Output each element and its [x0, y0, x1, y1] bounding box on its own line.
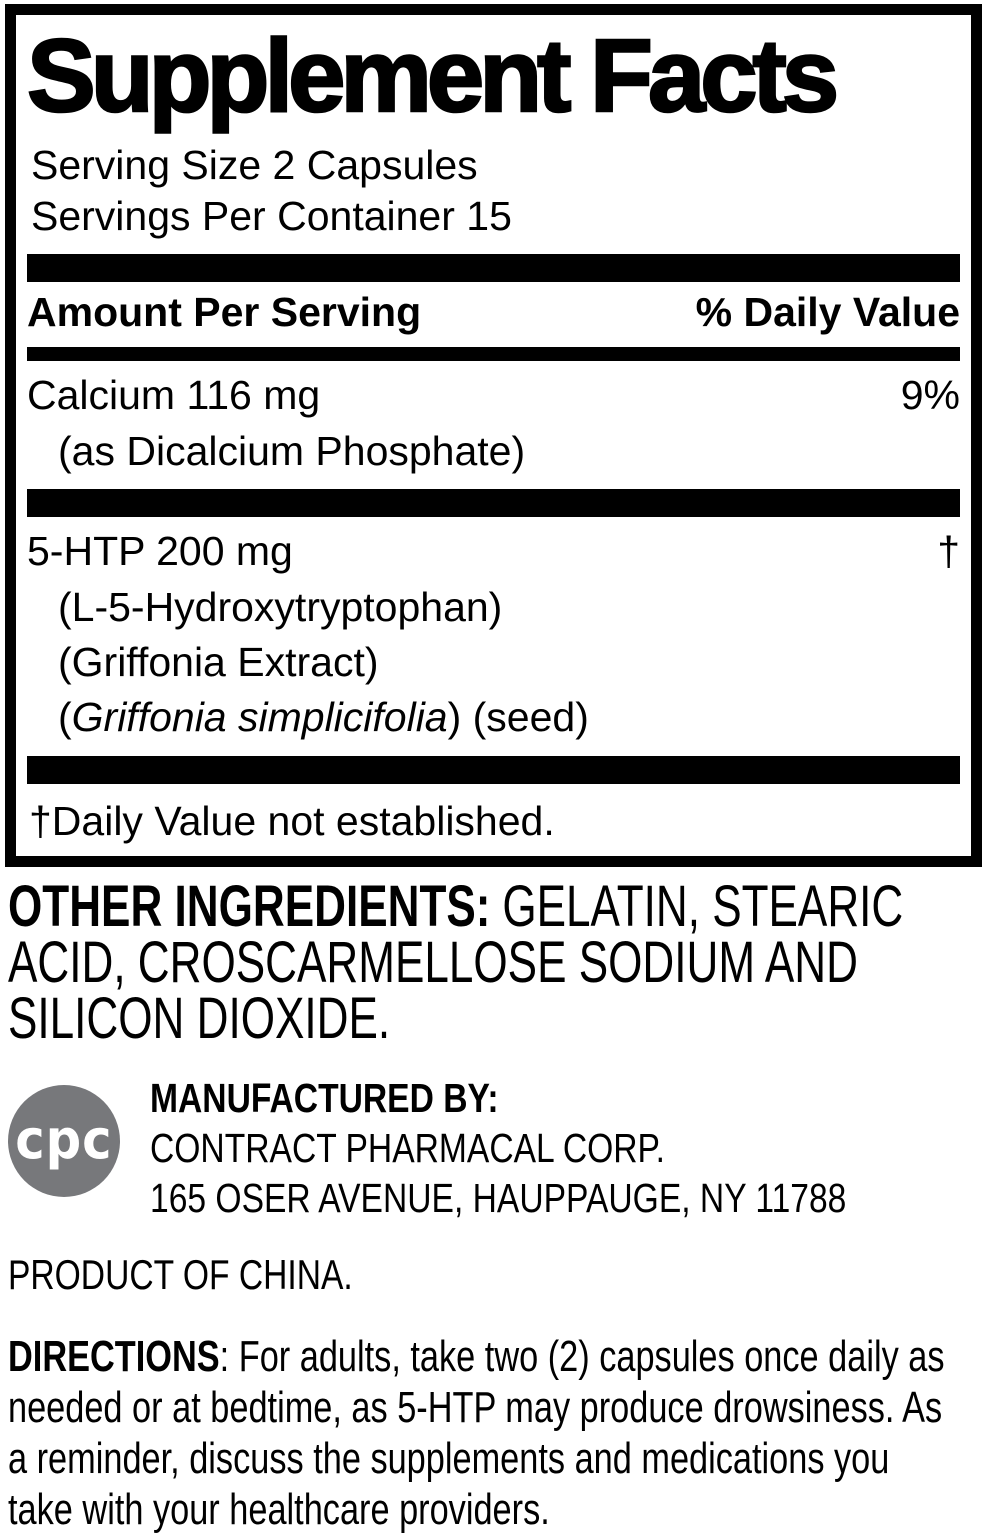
- other-ingredients-line-1: [8, 874, 904, 940]
- htp-extract-name: (Griffonia Extract): [58, 639, 379, 686]
- divider-bar-top: [27, 254, 960, 282]
- botanical-paren-open: (: [58, 694, 72, 741]
- manufactured-by-label: MANUFACTURED BY:: [150, 1075, 499, 1122]
- product-origin: PRODUCT OF CHINA.: [8, 1251, 353, 1299]
- manufacturer-company: CONTRACT PHARMACAL CORP.: [150, 1125, 665, 1172]
- htp-name: 5-HTP 200 mg: [27, 528, 293, 575]
- calcium-name: Calcium 116 mg: [27, 372, 321, 419]
- daily-value-header: % Daily Value: [695, 289, 960, 336]
- htp-daily-value-dagger: †: [937, 528, 960, 575]
- cpc-logo: [8, 1085, 120, 1197]
- htp-chemical-name: (L-5-Hydroxytryptophan): [58, 584, 503, 631]
- serving-size: Serving Size 2 Capsules: [31, 142, 478, 189]
- calcium-source: (as Dicalcium Phosphate): [58, 428, 526, 475]
- divider-bar-thin: [27, 347, 960, 361]
- htp-botanical-name: [27, 695, 960, 739]
- other-ingredients-line-1-text: GELATIN, STEARIC: [502, 874, 904, 940]
- manufacturer-block: [8, 1073, 985, 1223]
- column-header-row: [27, 289, 960, 336]
- other-ingredients-paragraph: [8, 874, 904, 1052]
- calcium-daily-value: 9%: [900, 372, 960, 419]
- divider-bar-bottom: [27, 756, 960, 784]
- manufacturer-address: 165 OSER AVENUE, HAUPPAUGE, NY 11788: [150, 1175, 847, 1222]
- supplement-facts-panel: [5, 4, 982, 867]
- nutrient-row-5htp: [27, 529, 960, 574]
- divider-bar-mid: [27, 489, 960, 517]
- directions-line-1-text: : For adults, take two (2) capsules once daily as: [219, 1332, 945, 1382]
- directions-paragraph: [8, 1331, 945, 1535]
- directions-line-1: [8, 1331, 945, 1382]
- other-ingredients-line-3: SILICON DIOXIDE.: [8, 986, 391, 1052]
- manufacturer-text: [150, 1073, 846, 1223]
- servings-per-container: Servings Per Container 15: [31, 193, 512, 240]
- panel-title: Supplement Facts: [27, 18, 835, 133]
- directions-line-4: take with your healthcare providers.: [8, 1485, 550, 1535]
- daily-value-footnote: †Daily Value not established.: [29, 798, 555, 845]
- directions-line-2: needed or at bedtime, as 5-HTP may produce drowsiness. As: [8, 1383, 943, 1433]
- cpc-logo-text: cpc: [15, 1107, 113, 1171]
- botanical-species: Griffonia simplicifolia: [71, 694, 448, 741]
- amount-per-serving-header: Amount Per Serving: [27, 289, 422, 336]
- other-ingredients-label: OTHER INGREDIENTS:: [8, 874, 491, 940]
- nutrient-row-calcium: [27, 373, 960, 418]
- botanical-paren-close-seed: ) (seed): [447, 694, 589, 741]
- directions-label: DIRECTIONS: [8, 1332, 220, 1382]
- other-ingredients-line-2: ACID, CROSCARMELLOSE SODIUM AND: [8, 930, 858, 996]
- directions-line-3: a reminder, discuss the supplements and medications you: [8, 1434, 890, 1484]
